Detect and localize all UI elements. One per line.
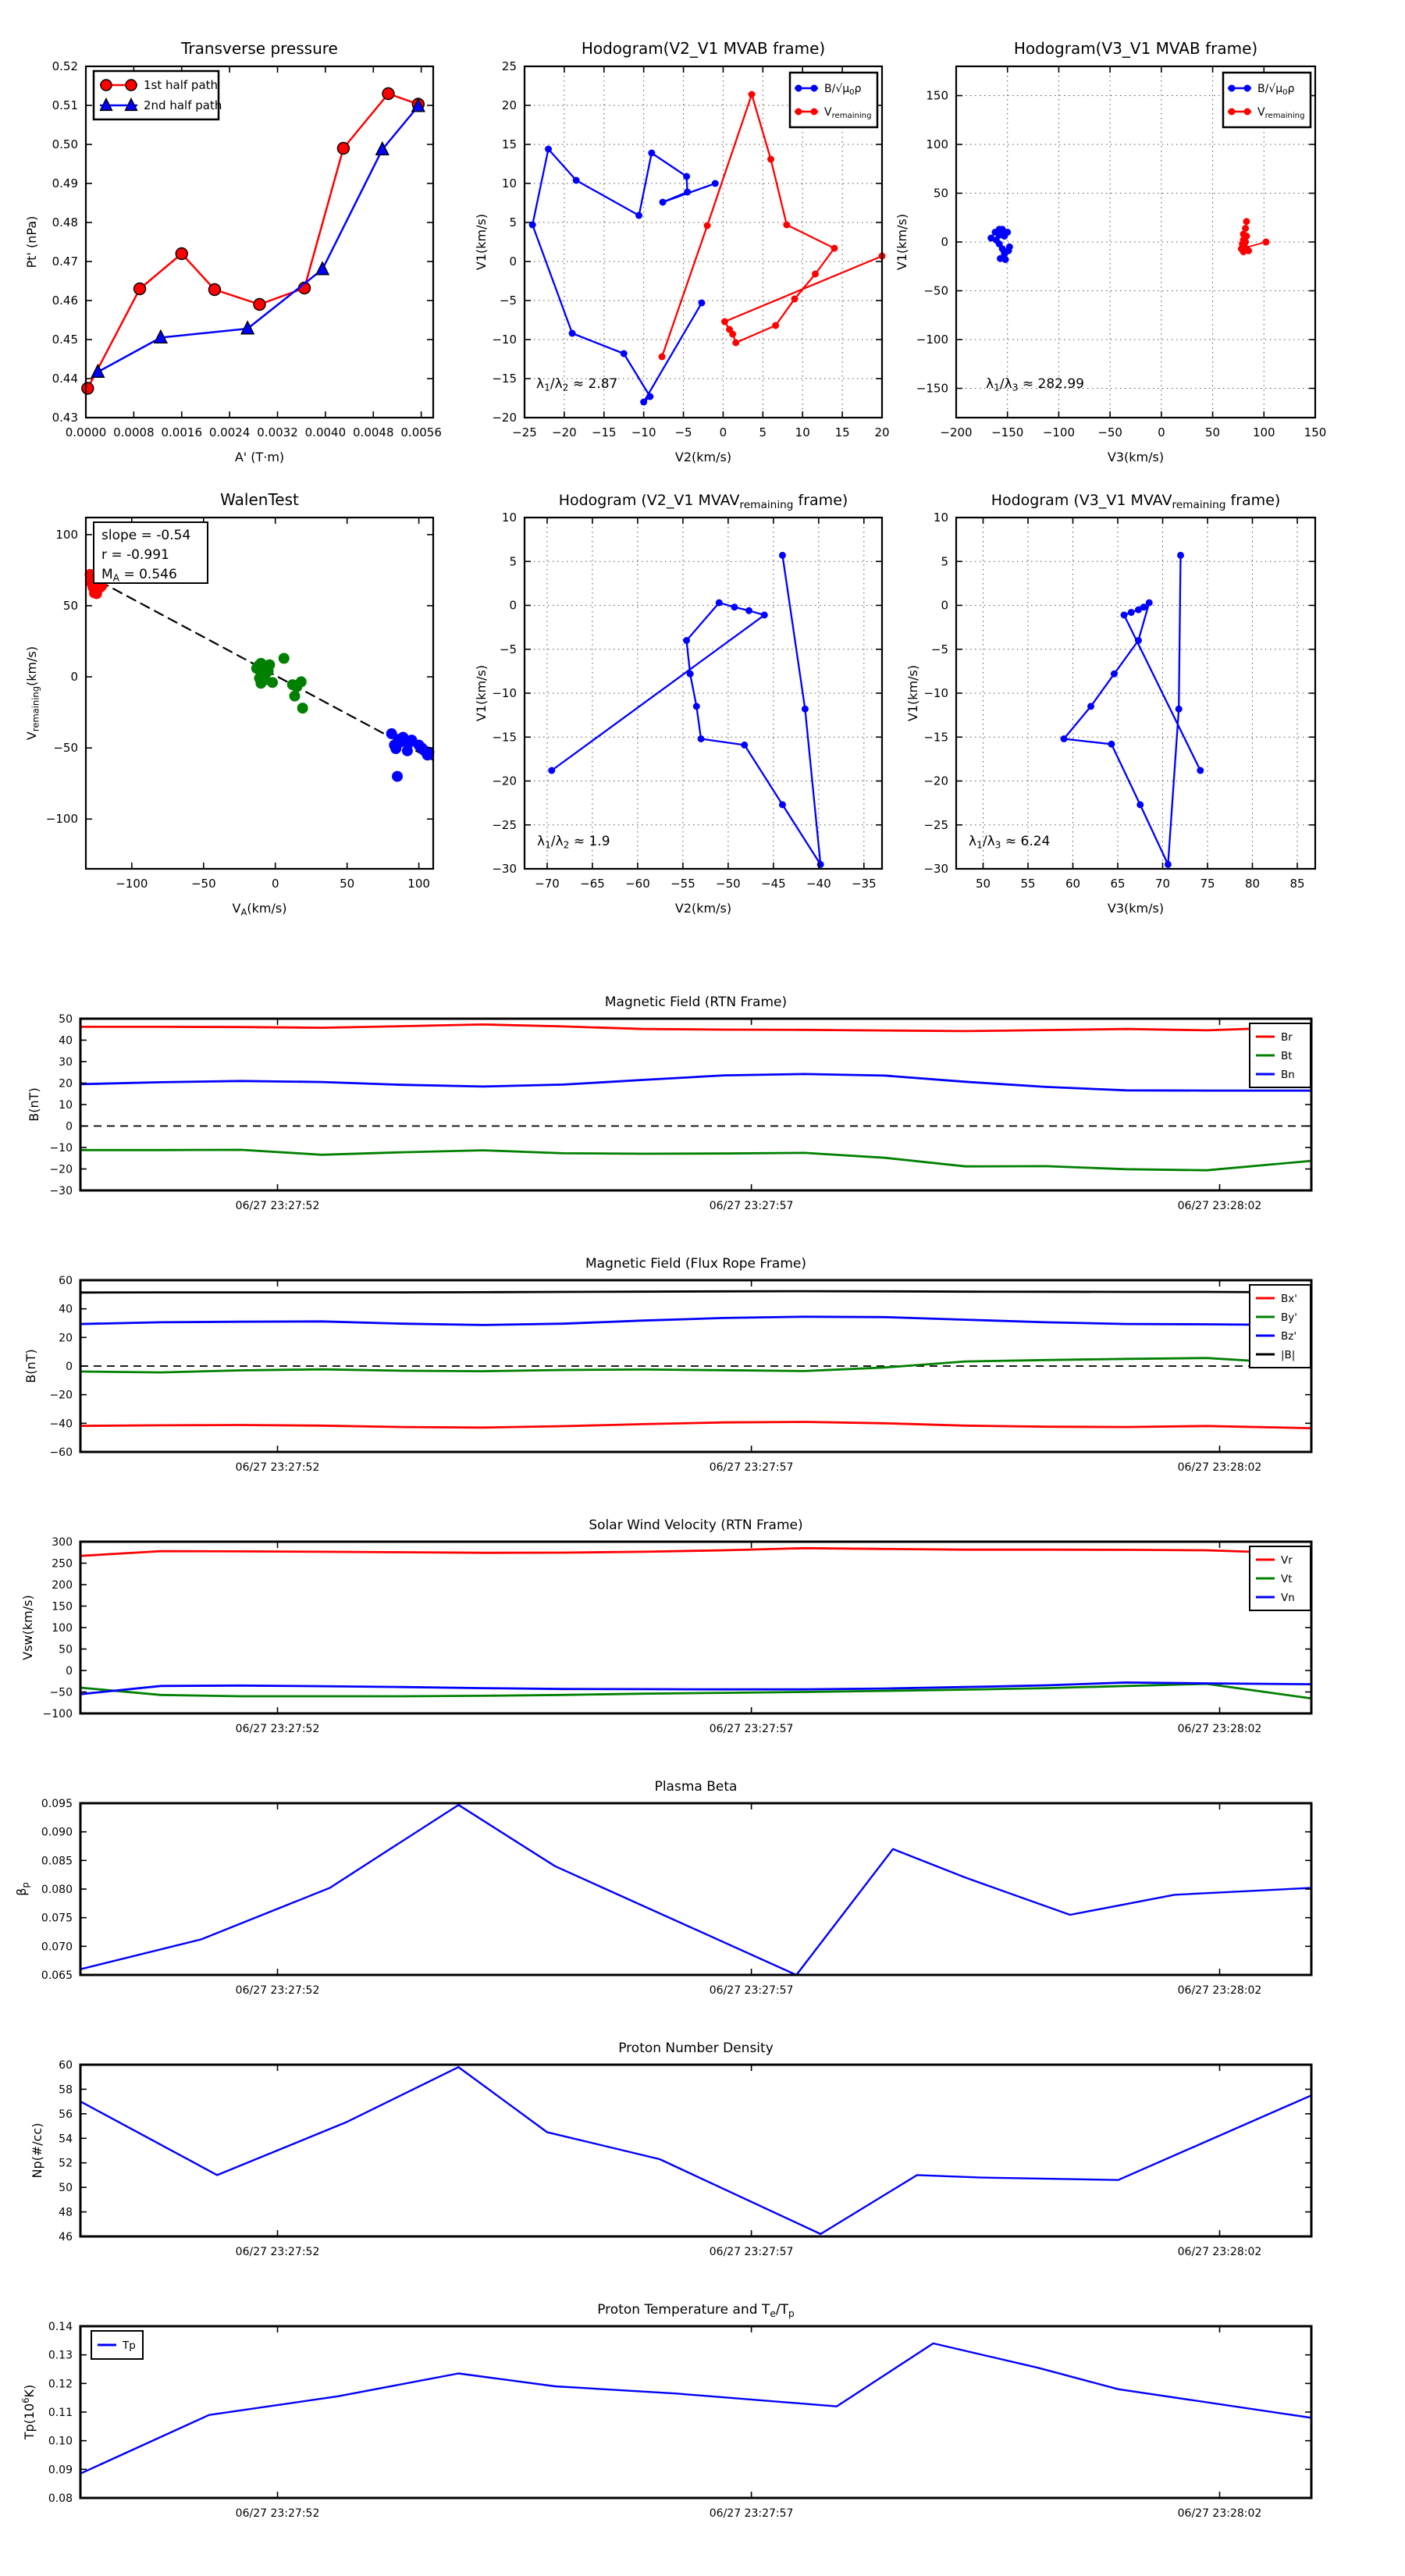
series-b-0- <box>1061 552 1204 868</box>
svg-text:200: 200 <box>52 1579 73 1592</box>
svg-text:0.0040: 0.0040 <box>304 425 347 439</box>
y-axis-label: V1(km/s) <box>895 213 909 271</box>
magnetic-field-flux-rope-canvas <box>23 1256 1311 1474</box>
svg-text:−5: −5 <box>499 294 517 308</box>
chart-title: Hodogram (V2_V1 $MVAV_{remaining}$ frame) <box>558 492 848 512</box>
y-axis-label: V1(km/s) <box>474 213 489 271</box>
svg-text:0.12: 0.12 <box>48 2378 73 2391</box>
chart-title: Plasma Beta <box>654 1779 738 1795</box>
svg-text:54: 54 <box>59 2133 73 2146</box>
svg-text:5: 5 <box>759 425 767 439</box>
svg-text:B/√μ0ρ: $B/√\mu_0\rho$ <box>1257 83 1295 98</box>
svg-text:15: 15 <box>834 425 850 439</box>
svg-text:0.0016: 0.0016 <box>161 425 203 439</box>
series--b- <box>80 1291 1311 1293</box>
svg-text:0.49: 0.49 <box>52 176 78 190</box>
svg-text:B/√μ0ρ: $B/√\mu_0\rho$ <box>824 83 862 98</box>
grid <box>956 518 1315 869</box>
legend <box>790 73 877 127</box>
svg-text:0: 0 <box>509 254 517 269</box>
axis-labels <box>474 39 825 464</box>
chart-title: Proton Number Density <box>618 2041 774 2056</box>
svg-text:06/27 23:28:02: 06/27 23:28:02 <box>1177 1984 1262 1997</box>
ticks <box>43 1536 1311 1735</box>
solar-wind-velocity-rtn-canvas <box>20 1517 1311 1735</box>
svg-text:55: 55 <box>1020 877 1036 891</box>
svg-text:50: 50 <box>933 186 948 201</box>
svg-text:85: 85 <box>1289 877 1305 891</box>
svg-text:46: 46 <box>59 2231 73 2243</box>
annotation <box>94 522 208 584</box>
series-br <box>80 1024 1311 1031</box>
svg-text:Vremaining: $V_{remaining}$ <box>824 106 872 121</box>
svg-text:−45: −45 <box>761 877 786 891</box>
svg-text:2nd half path: 2nd half path <box>144 98 222 112</box>
svg-text:r = -0.991: r = -0.991 <box>101 547 169 563</box>
svg-text:−100: −100 <box>42 1708 73 1720</box>
svg-text:−100: −100 <box>116 877 148 891</box>
svg-text:−50: −50 <box>1097 425 1122 439</box>
series-bx- <box>80 1422 1311 1429</box>
ticks <box>59 2059 1311 2258</box>
annotation <box>969 834 1050 851</box>
svg-text:Vr: Vr <box>1281 1554 1293 1567</box>
chart-title: Transverse pressure <box>181 39 338 58</box>
svg-text:50: 50 <box>975 877 991 891</box>
svg-text:|B|: |B| <box>1281 1349 1296 1361</box>
ticks <box>48 2321 1311 2520</box>
svg-text:70: 70 <box>1154 877 1171 891</box>
hodogram-v3v1-mvav-canvas <box>905 492 1315 916</box>
svg-text:0.13: 0.13 <box>48 2349 73 2362</box>
axis-labels <box>20 1517 803 1660</box>
svg-text:48: 48 <box>59 2206 73 2219</box>
svg-text:0: 0 <box>719 425 727 439</box>
svg-text:100: 100 <box>55 527 78 542</box>
svg-text:100: 100 <box>407 877 430 891</box>
grid <box>525 518 882 869</box>
svg-text:52: 52 <box>59 2157 73 2170</box>
svg-text:MA = 0.546: $M_A = 0.546$ <box>101 567 177 584</box>
svg-text:06/27 23:27:52: 06/27 23:27:52 <box>235 1984 320 1997</box>
svg-text:−20: −20 <box>923 774 948 788</box>
svg-text:100: 100 <box>52 1622 73 1635</box>
svg-text:75: 75 <box>1200 877 1215 891</box>
series-by- <box>80 1358 1311 1372</box>
svg-text:Br: Br <box>1281 1031 1293 1044</box>
svg-text:0: 0 <box>66 1665 73 1678</box>
svg-text:15: 15 <box>501 137 517 151</box>
chart-hodogram-v2v1-mvab <box>474 39 890 464</box>
chart-hodogram-v3v1-mvab <box>895 39 1327 464</box>
svg-text:1st half path: 1st half path <box>144 78 219 92</box>
svg-text:−40: −40 <box>49 1418 73 1431</box>
svg-text:0.10: 0.10 <box>48 2435 73 2448</box>
axes-frame <box>80 2065 1311 2236</box>
svg-text:0.52: 0.52 <box>52 59 78 73</box>
svg-text:0.065: 0.065 <box>41 1969 73 1982</box>
svg-text:50: 50 <box>1205 425 1221 439</box>
svg-text:By': By' <box>1281 1311 1297 1324</box>
axis-labels <box>895 39 1257 464</box>
svg-text:−5: −5 <box>674 425 692 439</box>
chart-proton-temperature <box>20 2302 1311 2520</box>
y-axis-label: $V_{remaining}(km/s)$ <box>24 646 41 741</box>
svg-text:0.0032: 0.0032 <box>257 425 298 439</box>
svg-text:0.50: 0.50 <box>52 137 78 151</box>
svg-text:−20: −20 <box>49 1163 73 1176</box>
chart-transverse-pressure <box>24 39 442 464</box>
svg-text:−55: −55 <box>670 877 695 891</box>
svg-text:−100: −100 <box>916 333 948 347</box>
chart-magnetic-field-rtn <box>27 994 1311 1212</box>
svg-text:58: 58 <box>59 2083 73 2097</box>
chart-magnetic-field-flux-rope <box>23 1256 1311 1474</box>
svg-text:−150: −150 <box>916 381 948 396</box>
y-axis-label: V1(km/s) <box>474 664 489 722</box>
x-axis-label: V3(km/s) <box>1107 901 1165 916</box>
svg-text:60: 60 <box>1065 877 1081 891</box>
svg-text:50: 50 <box>59 1643 73 1656</box>
walen-test-canvas <box>24 490 433 918</box>
svg-text:50: 50 <box>340 877 355 891</box>
svg-text:06/27 23:28:02: 06/27 23:28:02 <box>1177 1461 1262 1474</box>
svg-text:−20: −20 <box>492 774 517 788</box>
svg-text:0.095: 0.095 <box>41 1798 73 1810</box>
chart-title: Hodogram (V3_V1 $MVAV_{remaining}$ frame) <box>991 492 1281 512</box>
svg-text:−150: −150 <box>991 425 1024 439</box>
axes-frame <box>80 2326 1311 2498</box>
chart-proton-number-density <box>30 2041 1311 2258</box>
svg-text:10: 10 <box>933 511 948 525</box>
svg-text:250: 250 <box>52 1557 73 1571</box>
proton-temperature-canvas <box>20 2302 1311 2520</box>
ticks <box>41 1798 1311 1997</box>
axes-frame <box>80 1542 1311 1713</box>
svg-text:−60: −60 <box>49 1446 73 1459</box>
svg-text:0.45: 0.45 <box>52 333 78 347</box>
svg-text:10: 10 <box>501 176 517 190</box>
svg-text:−10: −10 <box>631 425 656 439</box>
svg-text:06/27 23:27:52: 06/27 23:27:52 <box>235 1200 320 1212</box>
svg-text:0.0000: 0.0000 <box>65 425 107 439</box>
chart-solar-wind-velocity <box>20 1517 1311 1735</box>
y-axis-label: $\beta_p$ <box>14 1882 31 1896</box>
legend <box>1250 1285 1311 1368</box>
y-axis-label: Vsw(km/s) <box>20 1595 35 1660</box>
svg-text:0.085: 0.085 <box>41 1855 73 1868</box>
chart-title: Proton Temperature and $T_e/T_p$ <box>597 2302 795 2319</box>
svg-text:0: 0 <box>941 598 948 613</box>
svg-text:λ1/λ2 ≈ 2.87: $\lambda_1/\lambda_2 \approx 2.87$ <box>536 376 618 393</box>
svg-text:0.44: 0.44 <box>52 372 78 386</box>
hodogram-v2v1-mvab-canvas <box>474 39 890 464</box>
svg-text:5: 5 <box>509 554 517 569</box>
svg-text:Vremaining: $V_{remaining}$ <box>1257 106 1305 121</box>
svg-text:50: 50 <box>62 598 78 613</box>
svg-text:40: 40 <box>59 1303 73 1316</box>
proton-number-density-canvas <box>30 2041 1311 2258</box>
svg-text:06/27 23:28:02: 06/27 23:28:02 <box>1177 1723 1262 1735</box>
svg-text:Tp: Tp <box>123 2339 136 2352</box>
chart-walen-test <box>24 490 433 918</box>
svg-text:06/27 23:28:02: 06/27 23:28:02 <box>1177 2507 1262 2520</box>
svg-text:0.0056: 0.0056 <box>400 425 442 439</box>
svg-text:−10: −10 <box>492 333 517 347</box>
svg-text:25: 25 <box>501 59 517 73</box>
svg-text:−100: −100 <box>1042 425 1076 439</box>
svg-text:0.43: 0.43 <box>52 411 78 425</box>
svg-text:−10: −10 <box>492 686 517 700</box>
svg-text:−15: −15 <box>591 425 617 439</box>
svg-text:06/27 23:28:02: 06/27 23:28:02 <box>1177 2246 1262 2258</box>
svg-text:0.075: 0.075 <box>41 1912 73 1925</box>
svg-text:0.11: 0.11 <box>48 2407 73 2419</box>
svg-text:06/27 23:27:57: 06/27 23:27:57 <box>709 1461 794 1474</box>
svg-text:−30: −30 <box>492 862 517 876</box>
svg-text:0: 0 <box>1158 425 1165 439</box>
svg-text:−5: −5 <box>499 642 517 656</box>
svg-text:06/27 23:27:52: 06/27 23:27:52 <box>235 1723 320 1735</box>
chart-title: Magnetic Field (RTN Frame) <box>604 994 788 1010</box>
svg-text:−50: −50 <box>716 877 741 891</box>
y-axis-label: $Tp(10^6K)$ <box>20 2384 37 2440</box>
svg-text:−25: −25 <box>923 817 948 832</box>
axis-labels <box>30 2041 774 2179</box>
svg-text:−15: −15 <box>492 372 517 386</box>
svg-text:65: 65 <box>1110 877 1126 891</box>
svg-text:−25: −25 <box>512 425 537 439</box>
svg-text:0.0008: 0.0008 <box>113 425 155 439</box>
magnetic-field-rtn-canvas <box>27 994 1311 1212</box>
svg-text:06/27 23:27:57: 06/27 23:27:57 <box>709 2246 794 2258</box>
y-axis-label: B(nT) <box>27 1087 41 1122</box>
axis-labels <box>20 2302 795 2440</box>
series-vremaining <box>1238 218 1270 255</box>
svg-text:300: 300 <box>52 1536 73 1549</box>
legend <box>94 71 222 119</box>
svg-text:−65: −65 <box>580 877 605 891</box>
x-axis-label: V2(km/s) <box>674 901 732 916</box>
svg-text:−20: −20 <box>492 411 517 425</box>
svg-text:100: 100 <box>926 137 948 151</box>
svg-text:Vn: Vn <box>1281 1592 1295 1604</box>
svg-text:0.14: 0.14 <box>48 2321 73 2333</box>
svg-text:−30: −30 <box>923 862 948 876</box>
y-axis-label: V1(km/s) <box>905 664 920 722</box>
series-middle-interval-points <box>251 653 308 713</box>
svg-text:−20: −20 <box>49 1389 73 1402</box>
svg-text:−5: −5 <box>930 642 948 656</box>
svg-text:Bx': Bx' <box>1281 1293 1297 1305</box>
x-axis-label: $V_A(km/s)$ <box>232 901 287 918</box>
series-np <box>80 2067 1311 2234</box>
svg-text:06/27 23:27:52: 06/27 23:27:52 <box>235 2246 320 2258</box>
svg-text:−60: −60 <box>625 877 650 891</box>
svg-text:slope = -0.54: slope = -0.54 <box>101 528 191 543</box>
svg-text:06/27 23:27:57: 06/27 23:27:57 <box>709 1723 794 1735</box>
y-axis-label: Pt' (nPa) <box>24 215 39 269</box>
svg-text:0: 0 <box>509 598 517 613</box>
chart-hodogram-v2v1-mvav <box>474 492 882 916</box>
svg-text:150: 150 <box>1304 425 1327 439</box>
svg-text:−50: −50 <box>190 877 216 891</box>
svg-text:−40: −40 <box>806 877 831 891</box>
svg-text:−50: −50 <box>49 1686 73 1699</box>
svg-text:−50: −50 <box>923 283 948 298</box>
svg-text:0.080: 0.080 <box>41 1884 73 1896</box>
svg-text:0: 0 <box>66 1120 73 1133</box>
chart-title: WalenTest <box>220 490 299 509</box>
annotation <box>537 834 610 851</box>
svg-text:−50: −50 <box>53 741 78 756</box>
svg-text:0.090: 0.090 <box>41 1826 73 1839</box>
series-1st-half-path <box>82 88 425 395</box>
svg-text:60: 60 <box>59 1275 73 1287</box>
svg-text:0.08: 0.08 <box>48 2492 73 2505</box>
transverse-pressure-canvas <box>24 39 442 464</box>
svg-text:0.51: 0.51 <box>52 98 78 112</box>
series-bn <box>80 1074 1311 1091</box>
svg-text:−10: −10 <box>49 1142 73 1155</box>
svg-text:56: 56 <box>59 2108 73 2121</box>
svg-text:20: 20 <box>501 98 517 112</box>
y-axis-label: B(nT) <box>23 1349 38 1383</box>
series-b-0- <box>548 552 823 868</box>
chart-title: Hodogram(V3_V1 MVAB frame) <box>1013 39 1258 58</box>
svg-text:06/27 23:27:57: 06/27 23:27:57 <box>709 2507 794 2520</box>
svg-text:−20: −20 <box>552 425 577 439</box>
svg-text:Vt: Vt <box>1281 1573 1293 1585</box>
svg-text:100: 100 <box>1252 425 1275 439</box>
svg-text:0.48: 0.48 <box>52 215 78 229</box>
svg-text:50: 50 <box>59 2182 73 2195</box>
svg-text:0.47: 0.47 <box>52 254 78 269</box>
svg-text:06/27 23:28:02: 06/27 23:28:02 <box>1177 1200 1262 1212</box>
x-axis-label: V3(km/s) <box>1107 450 1165 464</box>
svg-text:−15: −15 <box>492 730 517 745</box>
chart-plasma-beta <box>14 1779 1311 1997</box>
hodogram-v3v1-mvab-canvas <box>895 39 1327 464</box>
svg-text:20: 20 <box>59 1332 73 1345</box>
x-axis-label: A' (T·m) <box>234 450 285 464</box>
series-vr <box>80 1548 1311 1556</box>
svg-text:06/27 23:27:57: 06/27 23:27:57 <box>709 1200 794 1212</box>
series-2nd-half-path <box>91 99 424 378</box>
x-axis-label: V2(km/s) <box>674 450 732 464</box>
svg-text:−100: −100 <box>45 812 78 827</box>
svg-text:−200: −200 <box>940 425 973 439</box>
svg-text:0: 0 <box>271 877 279 891</box>
chart-hodogram-v3v1-mvav <box>905 492 1315 916</box>
svg-text:0.09: 0.09 <box>48 2464 73 2477</box>
svg-text:80: 80 <box>1244 877 1261 891</box>
svg-text:0: 0 <box>70 670 78 685</box>
chart-title: Hodogram(V2_V1 MVAB frame) <box>581 39 826 58</box>
svg-text:−10: −10 <box>923 686 948 700</box>
svg-text:06/27 23:27:57: 06/27 23:27:57 <box>709 1984 794 1997</box>
svg-text:λ1/λ2 ≈ 1.9: $\lambda_1/\lambda_2 \approx 1.9$ <box>537 834 610 851</box>
svg-text:0.46: 0.46 <box>52 294 78 308</box>
legend <box>1250 1546 1311 1610</box>
svg-text:20: 20 <box>874 425 890 439</box>
svg-text:0: 0 <box>941 235 948 249</box>
svg-text:−70: −70 <box>535 877 560 891</box>
axes-frame <box>80 1803 1311 1975</box>
svg-text:0.0024: 0.0024 <box>208 425 251 439</box>
svg-text:60: 60 <box>59 2059 73 2072</box>
axis-labels <box>14 1779 737 1896</box>
chart-title: Magnetic Field (Flux Rope Frame) <box>585 1256 806 1272</box>
legend <box>1250 1023 1311 1087</box>
annotation <box>986 376 1084 393</box>
axes-frame <box>80 1019 1311 1190</box>
series-b-0- <box>987 226 1013 263</box>
axis-labels <box>27 994 787 1122</box>
svg-text:5: 5 <box>941 554 948 569</box>
y-axis-label: Np(#/cc) <box>30 2122 44 2179</box>
svg-text:0.0048: 0.0048 <box>353 425 394 439</box>
svg-text:0.070: 0.070 <box>41 1941 73 1954</box>
series-beta <box>80 1805 1311 1975</box>
svg-text:10: 10 <box>795 425 810 439</box>
svg-text:−30: −30 <box>49 1185 73 1197</box>
axis-labels <box>474 492 848 916</box>
hodogram-v2v1-mvav-canvas <box>474 492 882 916</box>
series-bt <box>80 1150 1311 1170</box>
svg-text:λ1/λ3 ≈ 282.99: $\lambda_1/\lambda_3 \approx 282.99$ <box>986 376 1084 393</box>
svg-text:−35: −35 <box>851 877 877 891</box>
series-tp <box>80 2343 1311 2474</box>
svg-text:λ1/λ3 ≈ 6.24: $\lambda_1/\lambda_3 \approx 6.24$ <box>969 834 1051 851</box>
chart-title: Solar Wind Velocity (RTN Frame) <box>589 1517 803 1533</box>
legend <box>91 2331 143 2359</box>
svg-text:150: 150 <box>926 88 948 103</box>
svg-text:06/27 23:27:52: 06/27 23:27:52 <box>235 2507 320 2520</box>
svg-text:Bt: Bt <box>1281 1050 1293 1062</box>
legend <box>1223 73 1311 127</box>
ticks <box>49 1275 1311 1474</box>
ticks <box>49 1013 1311 1212</box>
svg-text:Bz': Bz' <box>1281 1330 1297 1343</box>
svg-text:06/27 23:27:52: 06/27 23:27:52 <box>235 1461 320 1474</box>
svg-text:0: 0 <box>66 1361 73 1373</box>
svg-text:10: 10 <box>501 511 517 525</box>
svg-text:40: 40 <box>59 1034 73 1048</box>
svg-text:10: 10 <box>59 1099 73 1112</box>
svg-text:50: 50 <box>59 1013 73 1026</box>
series-last-interval-points <box>386 728 435 782</box>
series-bz- <box>80 1317 1311 1325</box>
svg-text:150: 150 <box>52 1600 73 1614</box>
svg-text:−15: −15 <box>923 730 948 745</box>
svg-text:−25: −25 <box>492 817 517 832</box>
svg-text:Bn: Bn <box>1281 1069 1295 1081</box>
svg-text:20: 20 <box>59 1077 73 1091</box>
svg-text:5: 5 <box>509 215 517 229</box>
svg-text:30: 30 <box>59 1056 73 1069</box>
